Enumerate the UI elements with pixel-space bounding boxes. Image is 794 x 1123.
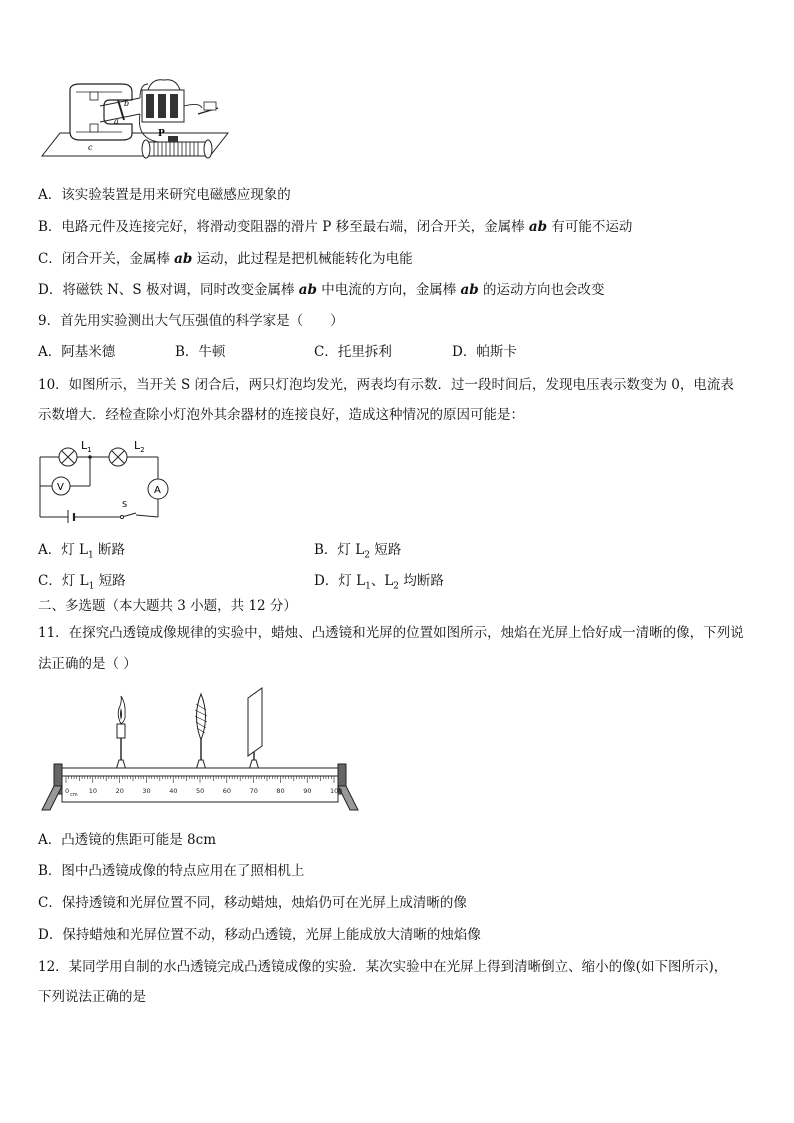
label-l2: $L_2$ bbox=[134, 439, 145, 454]
ruler-tick-label: 10 bbox=[88, 787, 98, 795]
voltmeter-label: V bbox=[57, 482, 64, 493]
q9-option-a: A．阿基米德 bbox=[38, 344, 116, 360]
ruler-tick-label: 60 bbox=[222, 787, 232, 795]
ammeter-label: A bbox=[154, 485, 161, 496]
ruler-tick-label: 90 bbox=[303, 787, 312, 795]
ruler-tick-label: 80 bbox=[276, 787, 285, 795]
q10-stem-line2: 示数增大．经检查除小灯泡外其余器材的连接良好，造成这种情况的原因可能是： bbox=[38, 407, 524, 423]
section-heading: 二、多选题（本大题共 3 小题，共 12 分） bbox=[38, 598, 297, 614]
q10-option-d: D．灯 $L_1$、$L_2$ 均断路 bbox=[314, 573, 444, 592]
q11-option-b: B．图中凸透镜成像的特点应用在了照相机上 bbox=[38, 863, 305, 879]
q12-stem-line1: 12．某同学用自制的水凸透镜完成凸透镜成像的实验．某次实验中在光屏上得到清晰倒立、缩小的像(如下图所示)， bbox=[38, 959, 728, 975]
q11-stem-line1: 11．在探究凸透镜成像规律的实验中，蜡烛、凸透镜和光屏的位置如图所示，烛焰在光屏上恰好成一清晰的像，下列说 bbox=[38, 625, 744, 641]
label-c: c bbox=[88, 143, 93, 152]
q10-stem-line1: 10．如图所示，当开关 S 闭合后，两只灯泡均发光，两表均有示数．过一段时间后，发现电压表示数变为 0，电流表 bbox=[38, 377, 734, 393]
ruler-tick-label: 50 bbox=[196, 787, 205, 795]
ruler-tick-label: 20 bbox=[115, 787, 124, 795]
ruler-tick-label: 0 bbox=[65, 787, 70, 795]
label-a: a bbox=[114, 117, 119, 126]
label-l1: $L_1$ bbox=[81, 439, 92, 454]
q8-option-d: D．将磁铁 N、S 极对调，同时改变金属棒 ab 中电流的方向，金属棒 ab 的运动方向也会改变 bbox=[38, 282, 605, 298]
q9-option-c: C．托里拆利 bbox=[314, 344, 392, 360]
q8-option-a: A．该实验装置是用来研究电磁感应现象的 bbox=[38, 187, 291, 203]
q10-option-b: B．灯 $L_2$ 短路 bbox=[314, 542, 402, 561]
q11-stem-line2: 法正确的是（ ） bbox=[38, 656, 137, 672]
q8-option-b: B．电路元件及连接完好，将滑动变阻器的滑片 P 移至最右端，闭合开关，金属棒 ab 有可能不运动 bbox=[38, 219, 633, 235]
switch-label: S bbox=[122, 500, 128, 509]
ruler-tick-label: cm bbox=[70, 792, 78, 798]
q11-option-a: A．凸透镜的焦距可能是 8cm bbox=[38, 832, 216, 848]
q12-stem-line2: 下列说法正确的是 bbox=[38, 989, 146, 1005]
label-b: b bbox=[124, 99, 130, 108]
q11-option-d: D．保持蜡烛和光屏位置不动，移动凸透镜，光屏上能成放大清晰的烛焰像 bbox=[38, 927, 481, 943]
circuit-diagram bbox=[38, 437, 178, 523]
optical-bench-figure bbox=[40, 686, 360, 812]
ruler-tick-label: 70 bbox=[249, 787, 258, 795]
ruler-tick-label: 40 bbox=[169, 787, 178, 795]
ruler-tick-label: 100 bbox=[330, 787, 343, 795]
q9-option-d: D．帕斯卡 bbox=[452, 344, 517, 360]
motor-apparatus-figure bbox=[40, 78, 230, 176]
ruler-tick-label: 30 bbox=[142, 787, 151, 795]
label-p: P bbox=[158, 129, 165, 139]
q10-option-c: C．灯 $L_1$ 短路 bbox=[38, 573, 126, 592]
q9-option-b: B．牛顿 bbox=[175, 344, 226, 360]
q9-stem: 9．首先用实验测出大气压强值的科学家是（ ） bbox=[38, 313, 344, 329]
q8-option-c: C．闭合开关，金属棒 ab 运动，此过程是把机械能转化为电能 bbox=[38, 251, 413, 267]
q10-option-a: A．灯 $L_1$ 断路 bbox=[38, 542, 126, 561]
q11-option-c: C．保持透镜和光屏位置不同，移动蜡烛，烛焰仍可在光屏上成清晰的像 bbox=[38, 895, 467, 911]
